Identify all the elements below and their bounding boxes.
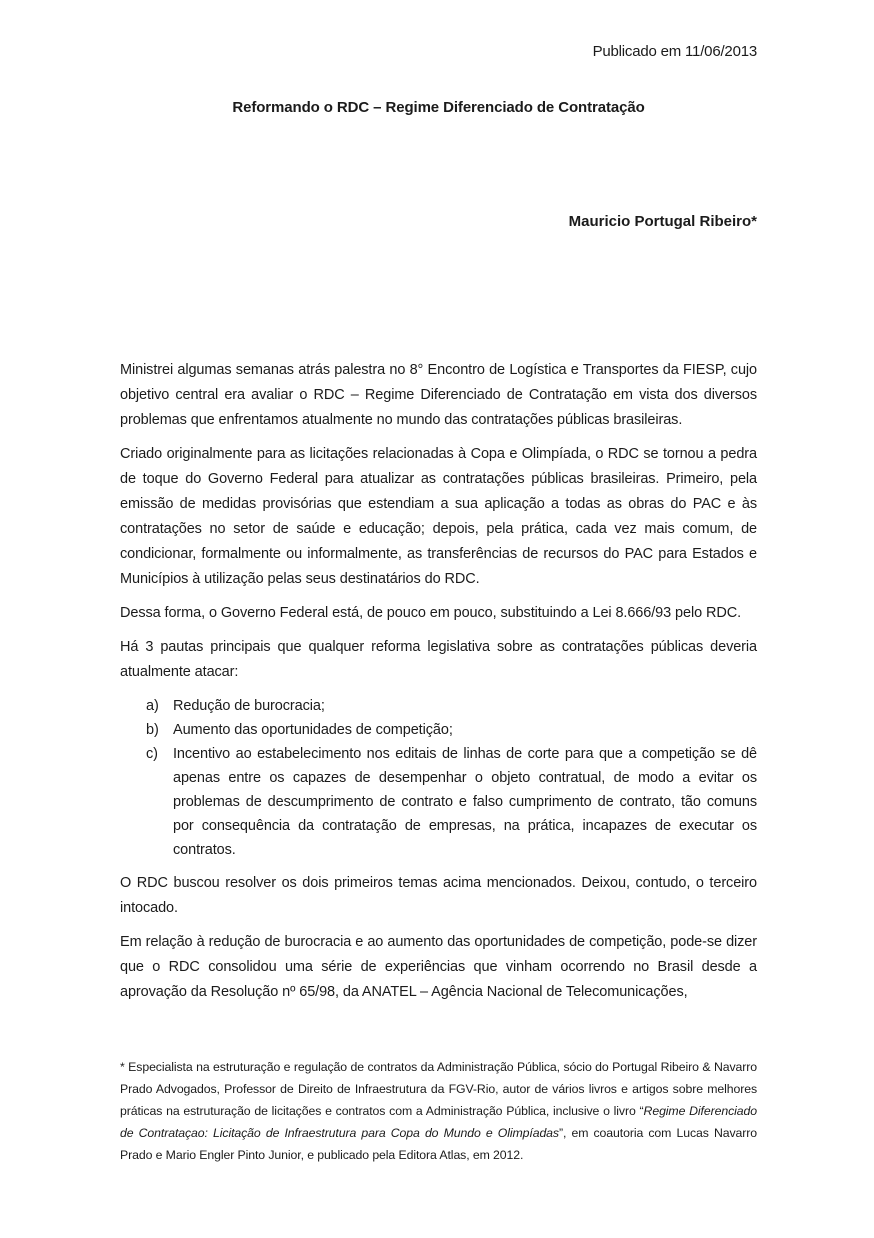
- list-item-b: [146, 718, 757, 742]
- author-byline: Mauricio Portugal Ribeiro*: [568, 213, 757, 230]
- list-marker-a: a): [146, 698, 159, 714]
- paragraph-dois-temas: O RDC buscou resolver os dois primeiros temas acima mencionados. Deixou, contudo, o terceiro intocado.: [120, 875, 757, 916]
- document-title: Reformando o RDC – Regime Diferenciado de Contratação: [232, 99, 645, 116]
- list-marker-b: b): [146, 722, 159, 738]
- footnote-text-after: ”, em coautoria com Lucas Navarro Prado e Mario Engler Pinto Junior, e publicado pela Editora Atlas, em 2012.: [120, 1126, 757, 1162]
- paragraph-lei-8666: Dessa forma, o Governo Federal está, de pouco em pouco, substituindo a Lei 8.666/93 pelo RDC.: [120, 605, 742, 621]
- footnote-book-title: Regime Diferenciado de Contrataçao: Licitação de Infraestrutura para Copa do Mundo e Olimpíadas: [120, 1104, 757, 1140]
- published-date: Publicado em 11/06/2013: [592, 43, 757, 60]
- agenda-list: [120, 694, 757, 862]
- document-body: [120, 358, 757, 1005]
- paragraph-anatel: Em relação à redução de burocracia e ao aumento das oportunidades de competição, pode-se dizer que o RDC consolidou uma série de experiências que vinham ocorrendo no Brasil desde a aprovação da Resolução nº 65/98, da ANATEL – Agência Nacional de Telecomunicações,: [120, 934, 757, 1000]
- paragraph-pautas-lead: Há 3 pautas principais que qualquer reforma legislativa sobre as contratações públicas deveria atualmente atacar:: [120, 639, 757, 680]
- footnote-text-before: * Especialista na estruturação e regulação de contratos da Administração Pública, sócio do Portugal Ribeiro & Navarro Prado Advogados, Professor de Direito de Infraestrutura da FGV-Rio, autor de vários livros e artigos sobre melhores práticas na estruturação de licitações e contratos com a Administração Pública, inclusive o livro “: [120, 1060, 757, 1118]
- list-item-c: [146, 742, 757, 862]
- list-item-a: [146, 694, 757, 718]
- footnote: [120, 1056, 757, 1166]
- paragraph-rdc-origin: Criado originalmente para as licitações relacionadas à Copa e Olimpíada, o RDC se tornou a pedra de toque do Governo Federal para atualizar as contratações públicas brasileiras. Primeiro, pela emissão de medidas provisórias que estendiam a sua aplicação a todas as obras do PAC e às contratações no setor de saúde e educação; depois, pela prática, cada vez mais comum, de condicionar, formalmente ou informalmente, as transferências de recursos do PAC para Estados e Municípios à utilização pelas seus destinatários do RDC.: [120, 446, 757, 587]
- list-item-c-text: Incentivo ao estabelecimento nos editais de linhas de corte para que a competição se dê apenas entre os capazes de desempenhar o objeto contratual, de modo a evitar os problemas de descumprimento de contrato e falso cumprimento de contrato, tão comuns por consequência da contratação de empresas, na prática, incapazes de executar os contratos.: [173, 746, 757, 858]
- list-item-b-text: Aumento das oportunidades de competição;: [173, 722, 453, 738]
- list-item-a-text: Redução de burocracia;: [173, 698, 325, 714]
- list-marker-c: c): [146, 746, 158, 762]
- paragraph-intro: Ministrei algumas semanas atrás palestra no 8° Encontro de Logística e Transportes da FIESP, cujo objetivo central era avaliar o RDC – Regime Diferenciado de Contratação em vista dos diversos problemas que enfrentamos atualmente no mundo das contratações públicas brasileiras.: [120, 362, 757, 428]
